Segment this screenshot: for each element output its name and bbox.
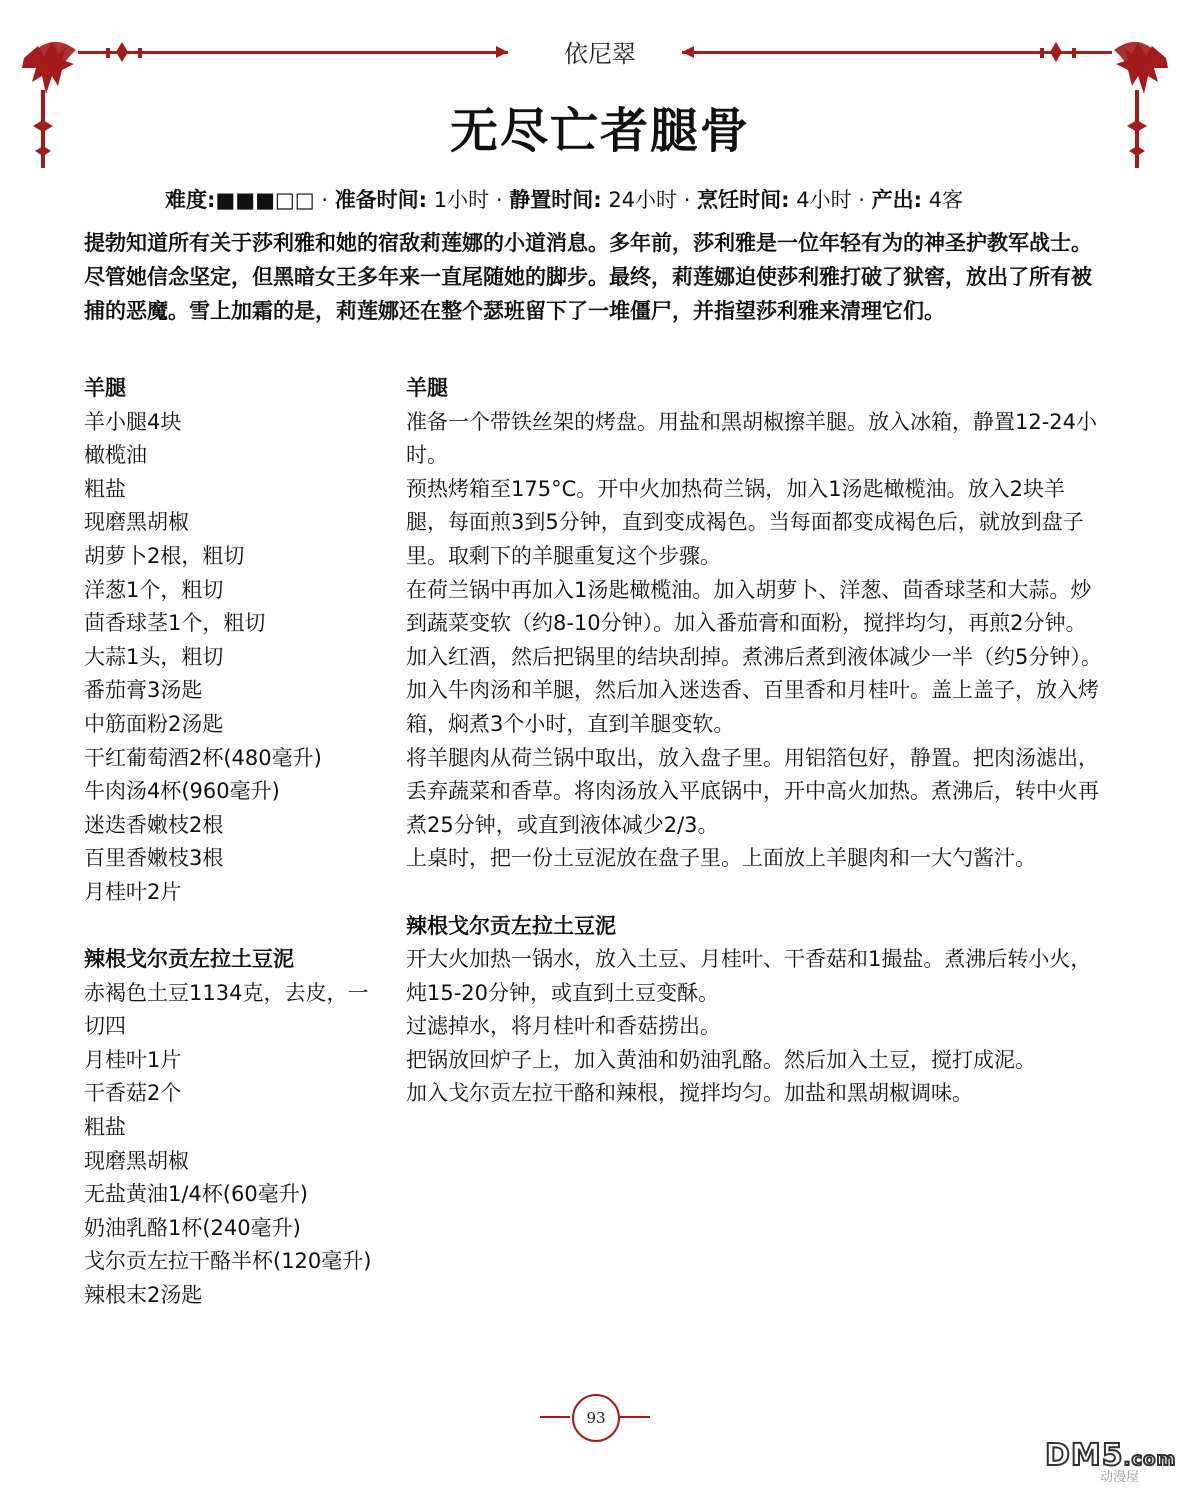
ingredient-item: 橄榄油 xyxy=(84,443,147,468)
section-gap xyxy=(84,910,374,944)
yield-label: 产出: xyxy=(871,188,923,212)
ingredient-item: 现磨黑胡椒 xyxy=(84,1148,189,1173)
cook-time-label: 烹饪时间: xyxy=(697,188,790,212)
page-number: 93 xyxy=(572,1394,620,1442)
ingredient-item: 粗盐 xyxy=(84,476,126,501)
instruction-step: 将羊腿肉从荷兰锅中取出，放入盘子里。用铝箔包好，静置。把肉汤滤出，丢弃蔬菜和香草。将肉汤放入平底锅中，开中高火加热。煮沸后，转中火再煮25分钟，或直到液体减少2/3。 xyxy=(406,745,1099,837)
ingredients-lamb-title: 羊腿 xyxy=(84,376,126,400)
rest-time-label: 静置时间: xyxy=(509,188,602,212)
ingredient-item: 大蒜1头，粗切 xyxy=(84,644,224,669)
ingredient-item: 洋葱1个，粗切 xyxy=(84,577,224,602)
recipe-intro: 提勃知道所有关于莎利雅和她的宿敌莉莲娜的小道消息。多年前，莎利雅是一位年轻有为的神圣护教军战士。尽管她信念坚定，但黑暗女王多年来一直尾随她的脚步。最终，莉莲娜迫使莎利雅打破了狱窖，放出了所有被捕的恶魔。雪上加霜的是，莉莲娜还在整个瑟班留下了一堆僵尸，并指望莎利雅来清理它们。 xyxy=(84,231,1092,323)
ingredient-item: 干香菇2个 xyxy=(84,1081,182,1106)
recipe-meta xyxy=(165,184,963,214)
ingredient-item: 月桂叶1片 xyxy=(84,1047,182,1072)
instruction-step: 过滤掉水，将月桂叶和香菇捞出。 xyxy=(406,1014,721,1039)
ingredient-item: 羊小腿4块 xyxy=(84,409,182,434)
instruction-step: 在荷兰锅中再加入1汤匙橄榄油。加入胡萝卜、洋葱、茴香球茎和大蒜。炒到蔬菜变软（约8-10分钟）。加入番茄膏和面粉，搅拌均匀，再煎2分钟。 xyxy=(406,577,1092,636)
meta-separator: · xyxy=(858,188,865,212)
ingredient-item: 现磨黑胡椒 xyxy=(84,510,189,535)
ingredient-item: 赤褐色土豆1134克，去皮，一切四 xyxy=(84,980,369,1039)
ingredient-item: 胡萝卜2根，粗切 xyxy=(84,543,245,568)
yield-value: 4客 xyxy=(928,188,964,212)
instructions-lamb-title: 羊腿 xyxy=(406,376,448,400)
instruction-step: 上桌时，把一份土豆泥放在盘子里。上面放上羊腿肉和一大勺酱汁。 xyxy=(406,846,1036,871)
meta-separator: · xyxy=(321,188,328,212)
watermark-subtext: 动漫屋 xyxy=(1100,1470,1140,1485)
ingredient-item: 月桂叶2片 xyxy=(84,879,182,904)
difficulty-label: 难度: xyxy=(165,188,216,212)
instruction-step: 准备一个带铁丝架的烤盘。用盐和黑胡椒擦羊腿。放入冰箱，静置12-24小时。 xyxy=(406,409,1098,468)
ingredient-item: 番茄膏3汤匙 xyxy=(84,678,203,703)
meta-separator: · xyxy=(495,188,503,212)
ingredients-column xyxy=(84,372,374,1313)
section-gap xyxy=(406,876,1106,910)
watermark-suffix: .com xyxy=(1123,1449,1177,1470)
watermark-text: DM5 xyxy=(1045,1438,1124,1473)
recipe-title: 无尽亡者腿骨 xyxy=(449,103,750,159)
prep-time-value: 1小时 xyxy=(433,188,490,212)
ingredient-item: 干红葡萄酒2杯(480毫升) xyxy=(84,745,322,770)
instructions-potato-title: 辣根戈尔贡左拉土豆泥 xyxy=(406,913,616,938)
instruction-step: 预热烤箱至175°C。开中火加热荷兰锅，加入1汤匙橄榄油。放入2块羊腿，每面煎3到5分钟，直到变成褐色。当每面都变成褐色后，就放到盘子里。取剩下的羊腿重复这个步骤。 xyxy=(406,476,1084,568)
instruction-step: 把锅放回炉子上，加入黄油和奶油乳酪。然后加入土豆，搅打成泥。 xyxy=(406,1047,1036,1072)
ingredient-item: 中筋面粉2汤匙 xyxy=(84,711,224,736)
ingredient-item: 无盐黄油1/4杯(60毫升) xyxy=(84,1182,308,1207)
difficulty-value: ■■■□□ xyxy=(215,188,315,212)
rest-time-value: 24小时 xyxy=(608,188,678,212)
ingredients-potato-list xyxy=(84,977,374,1313)
ingredient-item: 奶油乳酪1杯(240毫升) xyxy=(84,1215,301,1240)
ingredient-item: 粗盐 xyxy=(84,1115,126,1140)
ingredient-item: 迷迭香嫩枝2根 xyxy=(84,812,224,837)
prep-time-label: 准备时间: xyxy=(334,188,428,212)
ingredient-item: 戈尔贡左拉干酪半杯(120毫升) xyxy=(84,1249,372,1274)
instruction-step: 开大火加热一锅水，放入土豆、月桂叶、干香菇和1撮盐。煮沸后转小火，炖15-20分钟，或直到土豆变酥。 xyxy=(406,947,1092,1005)
instruction-step: 加入戈尔贡左拉干酪和辣根，搅拌均匀。加盐和黑胡椒调味。 xyxy=(406,1081,973,1106)
ingredient-item: 辣根末2汤匙 xyxy=(84,1283,203,1308)
ingredients-potato-title: 辣根戈尔贡左拉土豆泥 xyxy=(84,947,294,972)
ingredient-item: 牛肉汤4杯(960毫升) xyxy=(84,779,280,804)
ingredients-lamb-list xyxy=(84,406,374,910)
ingredient-item: 百里香嫩枝3根 xyxy=(84,846,224,871)
header-author: 依尼翠 xyxy=(564,40,636,68)
instructions-column xyxy=(406,372,1106,1111)
meta-separator: · xyxy=(683,188,691,212)
instruction-step: 加入红酒，然后把锅里的结块刮掉。煮沸后煮到液体减少一半（约5分钟）。加入牛肉汤和羊腿，然后加入迷迭香、百里香和月桂叶。盖上盖子，放入烤箱，焖煮3个小时，直到羊腿变软。 xyxy=(406,644,1102,736)
ingredient-item: 茴香球茎1个，粗切 xyxy=(84,611,266,636)
cook-time-value: 4小时 xyxy=(796,188,852,212)
